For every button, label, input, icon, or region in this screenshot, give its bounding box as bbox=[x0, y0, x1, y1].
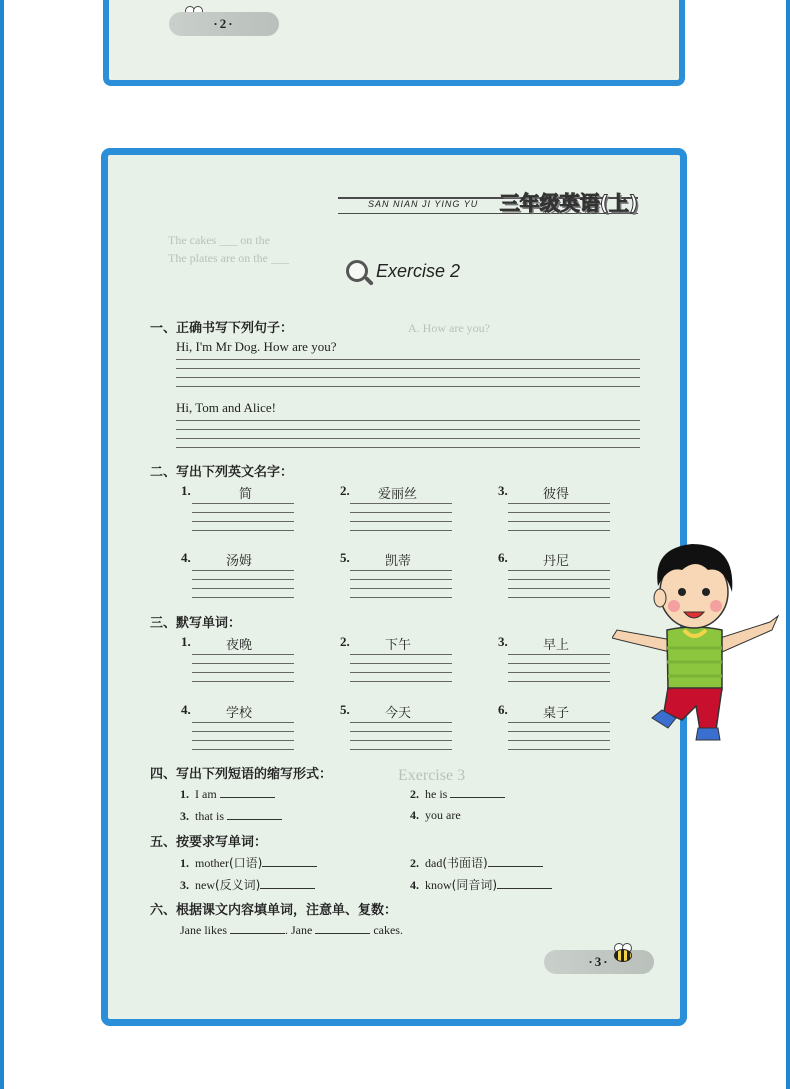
header-title: 三年级英语(上) bbox=[499, 191, 638, 215]
item-word: 夜晚 bbox=[226, 638, 253, 653]
item-word: dad bbox=[425, 856, 443, 870]
workbook-page bbox=[101, 148, 687, 1026]
item-word: 今天 bbox=[385, 706, 412, 721]
fill-in-sentence bbox=[180, 922, 403, 938]
answer-lines[interactable] bbox=[192, 562, 294, 598]
answer-lines[interactable] bbox=[192, 495, 294, 531]
word-item bbox=[181, 634, 253, 653]
exercise-title-text: Exercise 2 bbox=[376, 260, 461, 281]
item-word: 丹尼 bbox=[543, 554, 570, 569]
item-number: 3. bbox=[180, 878, 189, 892]
word-item bbox=[340, 634, 412, 653]
sentence-2: Hi, Tom and Alice! bbox=[176, 400, 276, 415]
word-form-item bbox=[410, 876, 552, 893]
item-number: 6. bbox=[498, 702, 508, 717]
answer-lines[interactable] bbox=[350, 714, 452, 750]
word-form-item bbox=[180, 854, 317, 871]
item-number: 4. bbox=[181, 702, 191, 717]
word-item bbox=[498, 634, 570, 653]
item-word: 早上 bbox=[543, 638, 570, 653]
exercise-title bbox=[346, 260, 460, 282]
contraction-item bbox=[410, 786, 505, 802]
magnifier-icon bbox=[346, 260, 368, 282]
item-number: 4. bbox=[410, 808, 419, 822]
word-item bbox=[181, 702, 253, 721]
item-word: new bbox=[195, 878, 215, 892]
item-number: 4. bbox=[410, 878, 419, 892]
item-number: 2. bbox=[410, 856, 419, 870]
item-hint: (书面语) bbox=[442, 856, 488, 870]
bleed-through-text: A. How are you? bbox=[408, 321, 490, 335]
item-text: that is bbox=[195, 809, 224, 823]
bleed-through-text: The cakes ___ on the bbox=[168, 233, 270, 247]
previous-page bbox=[103, 0, 685, 86]
answer-lines[interactable] bbox=[350, 495, 452, 531]
answer-lines[interactable] bbox=[350, 562, 452, 598]
item-word: mother bbox=[195, 856, 229, 870]
answer-lines[interactable] bbox=[508, 495, 610, 531]
cartoon-boy-illustration bbox=[612, 530, 782, 750]
item-word: 下午 bbox=[385, 638, 412, 653]
contraction-item bbox=[410, 808, 461, 823]
answer-lines[interactable] bbox=[508, 714, 610, 750]
section-6-title: 六、根据课文内容填单词，注意单、复数： bbox=[150, 903, 398, 918]
item-hint: (反义词) bbox=[215, 878, 261, 892]
item-word: 汤姆 bbox=[226, 554, 253, 569]
item-hint: (同音词) bbox=[451, 878, 498, 892]
item-number: 5. bbox=[340, 550, 350, 565]
item-number: 3. bbox=[498, 634, 508, 649]
item-number: 4. bbox=[181, 550, 191, 565]
answer-lines[interactable] bbox=[508, 646, 610, 682]
item-word: 桌子 bbox=[543, 706, 570, 721]
left-frame-border bbox=[0, 0, 4, 1089]
answer-blank[interactable] bbox=[220, 786, 275, 798]
sentence-part: cakes. bbox=[373, 923, 403, 937]
name-item bbox=[181, 550, 253, 569]
answer-blank[interactable] bbox=[230, 922, 285, 934]
item-number: 1. bbox=[181, 483, 191, 498]
name-item bbox=[498, 483, 570, 502]
answer-lines[interactable] bbox=[192, 714, 294, 750]
item-number: 3. bbox=[180, 809, 189, 823]
item-number: 1. bbox=[181, 634, 191, 649]
name-item bbox=[340, 550, 412, 569]
item-word: 彼得 bbox=[543, 487, 570, 502]
bee-icon bbox=[610, 943, 634, 961]
name-item bbox=[181, 483, 253, 502]
item-text: I am bbox=[195, 787, 217, 801]
contraction-item bbox=[180, 786, 275, 802]
item-number: 6. bbox=[498, 550, 508, 565]
answer-blank[interactable] bbox=[262, 855, 317, 867]
bleed-through-text: Exercise 3 bbox=[398, 767, 466, 784]
page-number-2: ·2· bbox=[169, 12, 279, 36]
page-number-3: ·3· bbox=[544, 950, 654, 974]
item-number: 2. bbox=[340, 634, 350, 649]
item-hint: (口语) bbox=[229, 856, 263, 870]
section-5-title: 五、按要求写单词： bbox=[150, 835, 268, 850]
name-item bbox=[340, 483, 418, 502]
answer-blank[interactable] bbox=[450, 786, 505, 798]
answer-blank[interactable] bbox=[488, 855, 543, 867]
item-number: 2. bbox=[410, 787, 419, 801]
item-word: 爱丽丝 bbox=[378, 487, 418, 502]
word-form-item bbox=[180, 876, 315, 893]
item-word: know bbox=[425, 878, 452, 892]
name-item bbox=[498, 550, 570, 569]
section-3-title: 三、默写单词： bbox=[150, 616, 242, 631]
item-number: 3. bbox=[498, 483, 508, 498]
answer-lines[interactable] bbox=[350, 646, 452, 682]
answer-lines[interactable] bbox=[508, 562, 610, 598]
section-1-title: 一、正确书写下列句子： bbox=[150, 321, 294, 336]
right-frame-border bbox=[786, 0, 790, 1089]
item-text: you are bbox=[425, 808, 461, 822]
section-4-title: 四、写出下列短语的缩写形式： bbox=[150, 767, 333, 782]
section-2-title: 二、写出下列英文名字： bbox=[150, 465, 294, 480]
answer-blank[interactable] bbox=[227, 808, 282, 820]
word-item bbox=[498, 702, 570, 721]
sentence-part: . Jane bbox=[285, 923, 313, 937]
sentence-part: Jane likes bbox=[180, 923, 227, 937]
item-word: 学校 bbox=[226, 706, 253, 721]
sentence-1: Hi, I'm Mr Dog. How are you? bbox=[176, 339, 337, 354]
item-number: 5. bbox=[340, 702, 350, 717]
bleed-through-text: The plates are on the ___ bbox=[168, 251, 289, 265]
header-subtitle: SAN NIAN JI YING YU bbox=[368, 199, 479, 209]
item-word: 凯蒂 bbox=[385, 554, 412, 569]
word-item bbox=[340, 702, 412, 721]
item-number: 2. bbox=[340, 483, 350, 498]
answer-lines[interactable] bbox=[192, 646, 294, 682]
writing-lines-2[interactable] bbox=[176, 412, 640, 448]
answer-blank[interactable] bbox=[497, 877, 552, 889]
writing-lines-1[interactable] bbox=[176, 351, 640, 387]
answer-blank[interactable] bbox=[260, 877, 315, 889]
answer-blank[interactable] bbox=[315, 922, 370, 934]
item-number: 1. bbox=[180, 787, 189, 801]
contraction-item bbox=[180, 808, 282, 824]
item-word: 简 bbox=[239, 487, 253, 502]
item-number: 1. bbox=[180, 856, 189, 870]
item-text: he is bbox=[425, 787, 448, 801]
word-form-item bbox=[410, 854, 543, 871]
